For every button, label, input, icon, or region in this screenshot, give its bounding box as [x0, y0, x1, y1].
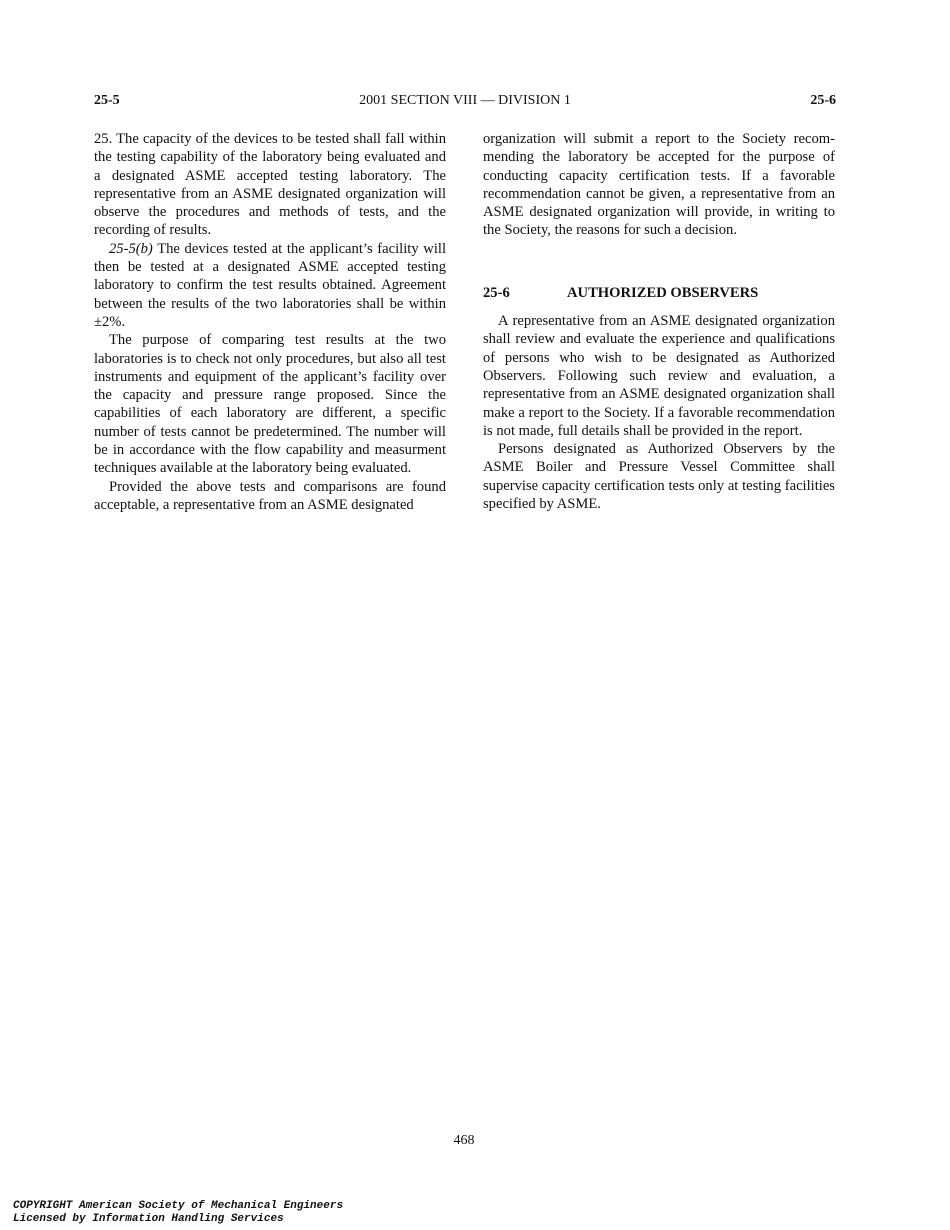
paragraph-observers-supervise: Persons designated as Authorized Observers by the ASME Boiler and Pressure Vessel Committee shall supervise capacity certification tests only at testing facilities specified by ASME.	[483, 441, 835, 513]
page-number: 468	[453, 1133, 475, 1148]
running-header	[94, 93, 836, 111]
paragraph-25-5b-text: The devices tested at the applicant’s facility will then be tested at a designated ASME accepted testing laboratory to confirm the test results obtained. Agreement between the results of the two laboratories shall be within ±2%.	[94, 240, 446, 330]
subsection-label: 25-5(b)	[109, 240, 153, 257]
section-heading	[483, 284, 835, 302]
section-title: AUTHORIZED OBSERVERS	[567, 284, 759, 301]
paragraph-25-5b	[94, 240, 446, 331]
paragraph-purpose: The purpose of comparing test results at the two laboratories is to check not only procedures, but also all test instruments and equipment of the applicant’s facility over the capacity and pressure range proposed. Since the capabilities of each laboratory are different, a specific number of tests cannot be predetermined. The number will be in accordance with the flow capability and measurment techniques available at the laboratory being evaluated.	[94, 332, 446, 477]
copyright-notice	[13, 1200, 343, 1225]
paragraph-provided: Provided the above tests and comparisons are found acceptable, a representative from an ASME designated	[94, 478, 446, 513]
paragraph-report: organization will submit a report to the Society recommending the laboratory be accepted for the purpose of conducting capacity certification tests. If a favorable recommendation cannot be given, a representative from an ASME designated organization will provide, in writing to the Society, the reasons for such a decision.	[483, 131, 835, 239]
header-section-right: 25-6	[810, 93, 836, 108]
right-column	[483, 130, 835, 513]
paragraph-observers-review: A representative from an ASME designated organization shall review and evaluate the experience and qualifications of persons who wish to be designated as Authorized Observers. Following such review and evaluation, a representative from an ASME designated organization shall make a report to the Society. If a favorable recommendation is not made, full details shall be provided in the report.	[483, 313, 835, 439]
left-column	[94, 130, 446, 514]
license-line: Licensed by Information Handling Services	[13, 1212, 284, 1225]
header-section-left: 25-5	[94, 93, 120, 108]
copyright-line: COPYRIGHT American Society of Mechanical Engineers	[13, 1200, 344, 1212]
section-number: 25-6	[483, 284, 510, 301]
header-title: 2001 SECTION VIII — DIVISION 1	[359, 93, 571, 108]
paragraph-capacity: 25. The capacity of the devices to be tested shall fall within the testing capability of the laboratory being evaluated and a designated ASME accepted testing laboratory. The representative from an ASME designated organization will observe the procedures and methods of tests, and the recording of results.	[94, 131, 446, 239]
